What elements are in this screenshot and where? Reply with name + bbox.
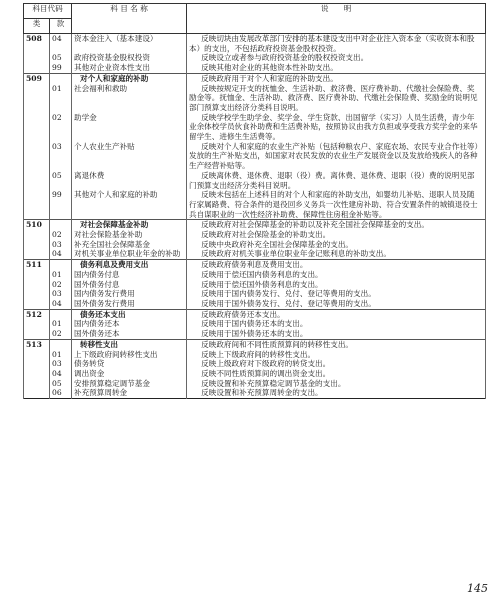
kuan-code: 06 [50,388,72,398]
table-row [24,379,486,389]
subject-description: 反映按规定开支的抚恤金、生活补助、救济费、医疗费补助、代缴社会保险费、奖励金等。抚恤金、生活补助、救济费、医疗费补助、代缴社会保险费、奖励金的说明见部门预算支出经济分类科目说明。 [187,84,486,113]
table-row [24,260,486,270]
kuan-code [50,260,72,270]
subject-description: 反映其他对企业的其他资本性补助支出。 [187,63,486,73]
subject-name: 社会福利和救助 [72,84,187,113]
subject-description: 反映不同性质预算间的调出资金支出。 [187,369,486,379]
table-row [24,309,486,319]
subject-description: 反映上级政府对下级政府的转贷支出。 [187,359,486,369]
lei-code: 511 [24,260,50,270]
subject-name: 其他对个人和家庭的补助 [72,190,187,220]
subject-name: 其他对企业资本性支出 [72,63,187,73]
lei-code: 509 [24,73,50,83]
table-row [24,369,486,379]
table-row [24,84,486,113]
kuan-code: 03 [50,359,72,369]
subject-name: 对社会保障基金补助 [72,220,187,230]
subject-description: 反映对个人和家庭的农业生产补贴（包括种粮农户、家庭农场、农民专业合作社等）发放的生产补贴支出，如国家对农民发放的农业生产发展资金以及发放给残疾人的各种生产经营补贴等。 [187,142,486,171]
lei-code [24,240,50,250]
kuan-code: 01 [50,84,72,113]
lei-code [24,329,50,339]
subject-description: 反映未包括在上述科目的对个人和家庭的补助支出，如婴幼儿补贴、退职人员及随行家属路费、符合条件的退役回乡义务兵一次性建房补助、符合安置条件的城镇退役士兵自谋职业的一次性经济补助费、保障性住房租金补贴等。 [187,190,486,220]
kuan-code: 03 [50,240,72,250]
subject-name: 离退休费 [72,171,187,190]
lei-code [24,171,50,190]
subject-description: 反映政府对社会保险基金的补助支出。 [187,230,486,240]
table-row [24,113,486,142]
subject-description: 反映政府间和不同性质预算间的转移性支出。 [187,339,486,349]
subject-name: 对社会保险基金补助 [72,230,187,240]
subject-description: 反映离休费、退休费、退职（役）费。离休费、退休费、退职（役）费的说明见部门预算支出经济分类科目说明。 [187,171,486,190]
subject-name: 对个人和家庭的补助 [72,73,187,83]
subject-description: 反映设置和补充预算稳定调节基金的支出。 [187,379,486,389]
table-row [24,270,486,280]
subject-name: 国内债务发行费用 [72,289,187,299]
subject-name: 国外债务付息 [72,280,187,290]
subject-name: 国内债务还本 [72,319,187,329]
subject-description: 反映用于国外债务发行、兑付、登记等费用的支出。 [187,299,486,309]
lei-code [24,53,50,63]
lei-code [24,113,50,142]
lei-code [24,142,50,171]
code-group-header: 科目代码 [24,4,72,19]
lei-code [24,249,50,259]
kuan-code: 01 [50,270,72,280]
subject-name: 安排预算稳定调节基金 [72,379,187,389]
subject-name: 对机关事业单位职业年金的补助 [72,249,187,259]
subject-description: 反映设立或者参与政府投资基金的股权投资支出。 [187,53,486,63]
lei-code [24,190,50,220]
lei-code [24,270,50,280]
table-row [24,359,486,369]
kuan-code: 05 [50,53,72,63]
table-header [24,4,486,34]
subject-name: 债务利息及费用支出 [72,260,187,270]
subject-description: 反映政府对社会保障基金的补助以及补充全国社会保障基金的支出。 [187,220,486,230]
kuan-code: 99 [50,190,72,220]
subject-name: 资本金注入（基本建设） [72,34,187,54]
subject-description: 反映用于偿还国外债务利息的支出。 [187,280,486,290]
lei-code: 510 [24,220,50,230]
subject-description: 反映切块由发展改革部门安排的基本建设支出中对企业注入资本金（实收资本和股本）的支出，不包括政府投资基金股权投资。 [187,34,486,54]
subject-description: 反映用于国外债务还本的支出。 [187,329,486,339]
subject-name: 转移性支出 [72,339,187,349]
table-row [24,190,486,220]
table-row [24,329,486,339]
lei-code [24,63,50,73]
lei-code [24,280,50,290]
lei-column-header: 类 [24,19,50,34]
kuan-code: 04 [50,34,72,54]
kuan-code: 02 [50,230,72,240]
subject-description: 反映上下级政府间的转移性支出。 [187,350,486,360]
table-row [24,299,486,309]
kuan-code: 05 [50,379,72,389]
kuan-code: 04 [50,369,72,379]
lei-code [24,359,50,369]
table-row [24,388,486,398]
table-row [24,63,486,73]
subject-description: 反映用于国内债务发行、兑付、登记等费用的支出。 [187,289,486,299]
lei-code: 508 [24,34,50,54]
kuan-code: 02 [50,329,72,339]
table-body [24,34,486,399]
kuan-code: 05 [50,171,72,190]
kuan-code: 02 [50,280,72,290]
table-row [24,319,486,329]
table-row [24,339,486,349]
page-number: 145 [467,582,488,595]
lei-code [24,388,50,398]
name-column-header: 科 目 名 称 [72,4,187,34]
table-row [24,249,486,259]
table-row [24,171,486,190]
table-row [24,73,486,83]
subject-name: 个人农业生产补贴 [72,142,187,171]
subject-name: 政府投资基金股权投资 [72,53,187,63]
subject-description: 反映设置和补充预算周转金的支出。 [187,388,486,398]
kuan-code: 03 [50,142,72,171]
kuan-code: 02 [50,113,72,142]
lei-code: 512 [24,309,50,319]
subject-description: 反映政府对机关事业单位职业年金记账利息的补助支出。 [187,249,486,259]
kuan-code: 01 [50,319,72,329]
kuan-code [50,309,72,319]
kuan-code: 03 [50,289,72,299]
table-row [24,34,486,54]
subject-name: 国内债务付息 [72,270,187,280]
subject-name: 国外债务还本 [72,329,187,339]
subject-name: 债务还本支出 [72,309,187,319]
table-row [24,142,486,171]
table-row [24,220,486,230]
lei-code [24,84,50,113]
table-row [24,280,486,290]
table-row [24,53,486,63]
kuan-code: 04 [50,249,72,259]
table-row [24,240,486,250]
subject-description: 反映学校学生助学金、奖学金、学生贷款、出国留学（实习）人员生活费，青少年业余体校学员伙食补助费和生活费补贴，按照协议由我方负担或享受我方奖学金的来华留学生、进修生生活费等。 [187,113,486,142]
subject-name: 补充预算周转金 [72,388,187,398]
lei-code [24,319,50,329]
lei-code [24,350,50,360]
kuan-code [50,73,72,83]
lei-code [24,230,50,240]
kuan-column-header: 款 [50,19,72,34]
subject-description: 反映用于国内债务还本的支出。 [187,319,486,329]
subject-name: 国外债务发行费用 [72,299,187,309]
subject-name: 助学金 [72,113,187,142]
lei-code [24,289,50,299]
kuan-code: 01 [50,350,72,360]
subject-description: 反映政府债务还本支出。 [187,309,486,319]
lei-code [24,379,50,389]
lei-code [24,369,50,379]
document-page [23,3,485,578]
subject-description: 反映中央政府补充全国社会保障基金的支出。 [187,240,486,250]
subject-name: 上下级政府间转移性支出 [72,350,187,360]
table-row [24,350,486,360]
subject-table [23,3,486,399]
lei-code: 513 [24,339,50,349]
table-row [24,230,486,240]
subject-name: 调出资金 [72,369,187,379]
lei-code [24,299,50,309]
table-row [24,289,486,299]
kuan-code [50,220,72,230]
subject-description: 反映用于偿还国内债务利息的支出。 [187,270,486,280]
subject-name: 补充全国社会保障基金 [72,240,187,250]
kuan-code [50,339,72,349]
subject-description: 反映政府用于对个人和家庭的补助支出。 [187,73,486,83]
subject-description: 反映政府债务利息及费用支出。 [187,260,486,270]
subject-name: 债务转贷 [72,359,187,369]
kuan-code: 04 [50,299,72,309]
kuan-code: 99 [50,63,72,73]
description-column-header: 说 明 [187,4,486,34]
